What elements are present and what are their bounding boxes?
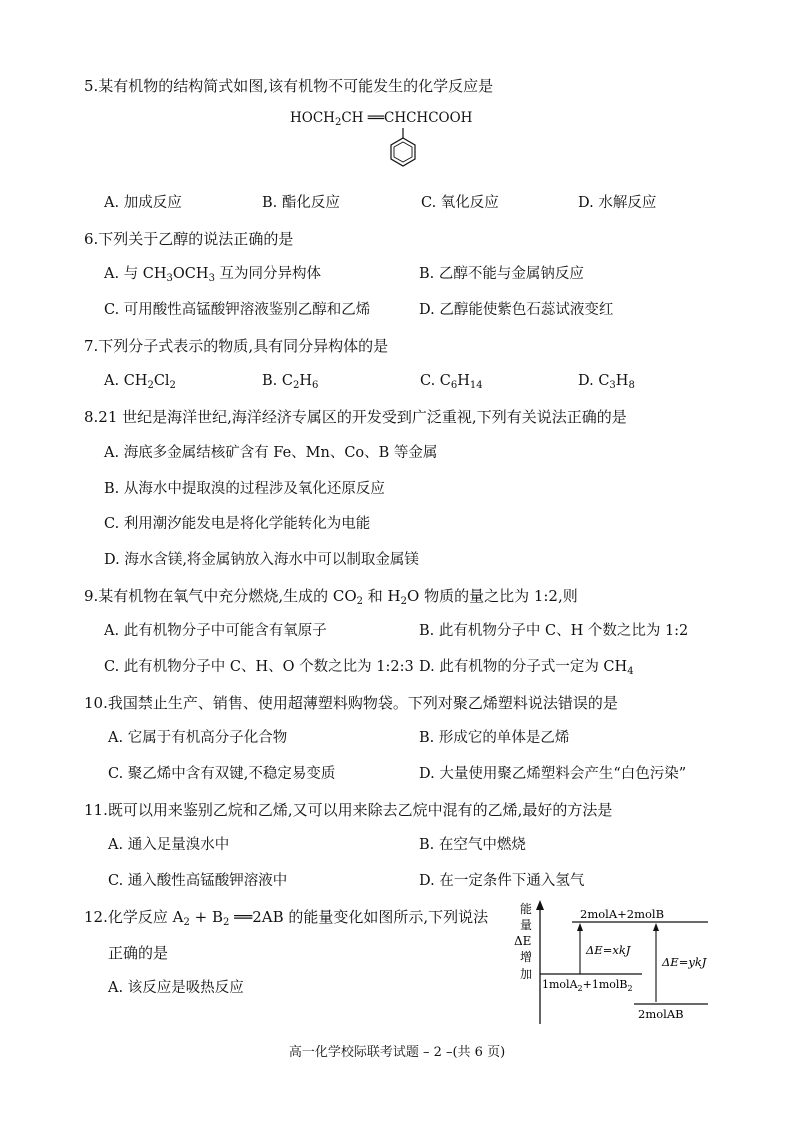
q7-option-d[interactable]: D. $C_3H_8$ — [578, 373, 635, 391]
q11-option-c[interactable]: C. 通入酸性高锰酸钾溶液中 — [108, 873, 288, 889]
q5-option-d[interactable]: D. 水解反应 — [578, 195, 657, 211]
q6-option-c[interactable]: C. 可用酸性高锰酸钾溶液鉴别乙醇和乙烯 — [104, 302, 371, 318]
q9-option-c[interactable]: C. 此有机物分子中 C、H、O 个数之比为 1:2:3 — [104, 659, 414, 675]
q6-stem: 6.下列关于乙醇的说法正确的是 — [84, 230, 294, 248]
q7-option-b[interactable]: B. $C_2H_6$ — [262, 373, 319, 391]
q10-option-d[interactable]: D. 大量使用聚乙烯塑料会产生“白色污染” — [419, 766, 687, 782]
q6-option-d[interactable]: D. 乙醇能使紫色石蕊试液变红 — [419, 302, 614, 318]
q5-stem: 5.某有机物的结构简式如图,该有机物不可能发生的化学反应是 — [84, 77, 494, 95]
q8-option-c[interactable]: C. 利用潮汐能发电是将化学能转化为电能 — [104, 516, 371, 532]
bottom-level-label: 2molAB — [638, 1007, 684, 1021]
q10-option-b[interactable]: B. 形成它的单体是乙烯 — [419, 730, 570, 746]
q7-option-a[interactable]: A. $CH_2Cl_2$ — [104, 373, 176, 391]
q5-option-c[interactable]: C. 氧化反应 — [421, 195, 499, 211]
q10-stem: 10.我国禁止生产、销售、使用超薄塑料购物袋。下列对聚乙烯塑料说法错误的是 — [84, 694, 618, 712]
axis-label-char-5: 加 — [520, 967, 533, 981]
axis-label-char-2: 量 — [520, 918, 533, 932]
q11-stem: 11.既可以用来鉴别乙烷和乙烯,又可以用来除去乙烷中混有的乙烯,最好的方法是 — [84, 801, 613, 819]
q11-option-d[interactable]: D. 在一定条件下通入氢气 — [419, 873, 585, 889]
q11-option-a[interactable]: A. 通入足量溴水中 — [108, 837, 230, 853]
page-footer: 高一化学校际联考试题 – 2 –(共 6 页) — [288, 1045, 506, 1060]
q7-option-c[interactable]: C. $C_6H_{14}$ — [420, 373, 483, 391]
q5-option-a[interactable]: A. 加成反应 — [104, 195, 182, 211]
axis-label-char-4: 增 — [520, 950, 533, 964]
q5-option-b[interactable]: B. 酯化反应 — [262, 195, 340, 211]
q11-option-b[interactable]: B. 在空气中燃烧 — [419, 837, 526, 853]
dx-label: ΔE=xkJ — [586, 943, 631, 957]
q8-option-d[interactable]: D. 海水含镁,将金属钠放入海水中可以制取金属镁 — [104, 552, 419, 568]
q9-option-d[interactable]: D. 此有机物的分子式一定为 $CH_4$ — [419, 659, 634, 677]
q6-option-b[interactable]: B. 乙醇不能与金属钠反应 — [419, 266, 584, 282]
q6-option-a[interactable]: A. 与 $CH_3OCH_3$ 互为同分异构体 — [104, 266, 322, 284]
q12-option-a[interactable]: A. 该反应是吸热反应 — [108, 980, 244, 996]
q8-stem: 8.21 世纪是海洋世纪,海洋经济专属区的开发受到广泛重视,下列有关说法正确的是 — [84, 408, 627, 426]
q9-option-b[interactable]: B. 此有机物分子中 C、H 个数之比为 1:2 — [419, 623, 689, 639]
dy-arrow-head-icon — [653, 923, 659, 931]
energy-level-diagram — [508, 898, 724, 1028]
dy-label: ΔE=ykJ — [662, 955, 707, 969]
q8-option-b[interactable]: B. 从海水中提取溴的过程涉及氧化还原反应 — [104, 481, 385, 497]
q9-option-a[interactable]: A. 此有机物分子中可能含有氧原子 — [104, 623, 327, 639]
q7-stem: 7.下列分子式表示的物质,具有同分异构体的是 — [84, 337, 389, 355]
q12-stem: 12.化学反应 $A_2 + B_2$ ══2AB 的能量变化如图所示,下列说法 — [84, 908, 489, 928]
axis-label-char-3: ΔE — [514, 934, 532, 948]
q9-stem: 9.某有机物在氧气中充分燃烧,生成的 $CO_2$ 和 $H_2O$ 物质的量之比为 1:2,则 — [84, 587, 578, 607]
mid-level-label: 1molA$_2$+1molB$_2$ — [542, 978, 633, 993]
q12-stem-line2: 正确的是 — [108, 944, 169, 962]
axis-arrow-icon — [536, 900, 544, 910]
q10-option-a[interactable]: A. 它属于有机高分子化合物 — [108, 730, 288, 746]
q10-option-c[interactable]: C. 聚乙烯中含有双键,不稳定易变质 — [108, 766, 336, 782]
q8-option-a[interactable]: A. 海底多金属结核矿含有 Fe、Mn、Co、B 等金属 — [104, 445, 438, 461]
top-level-label: 2molA+2molB — [580, 907, 665, 921]
dx-arrow-head-icon — [577, 923, 583, 931]
benzene-ring-icon — [388, 128, 418, 178]
q5-structural-formula: $HOCH_2CH$ ══CHCHCOOH — [290, 110, 473, 128]
axis-label-char-1: 能 — [520, 902, 533, 916]
